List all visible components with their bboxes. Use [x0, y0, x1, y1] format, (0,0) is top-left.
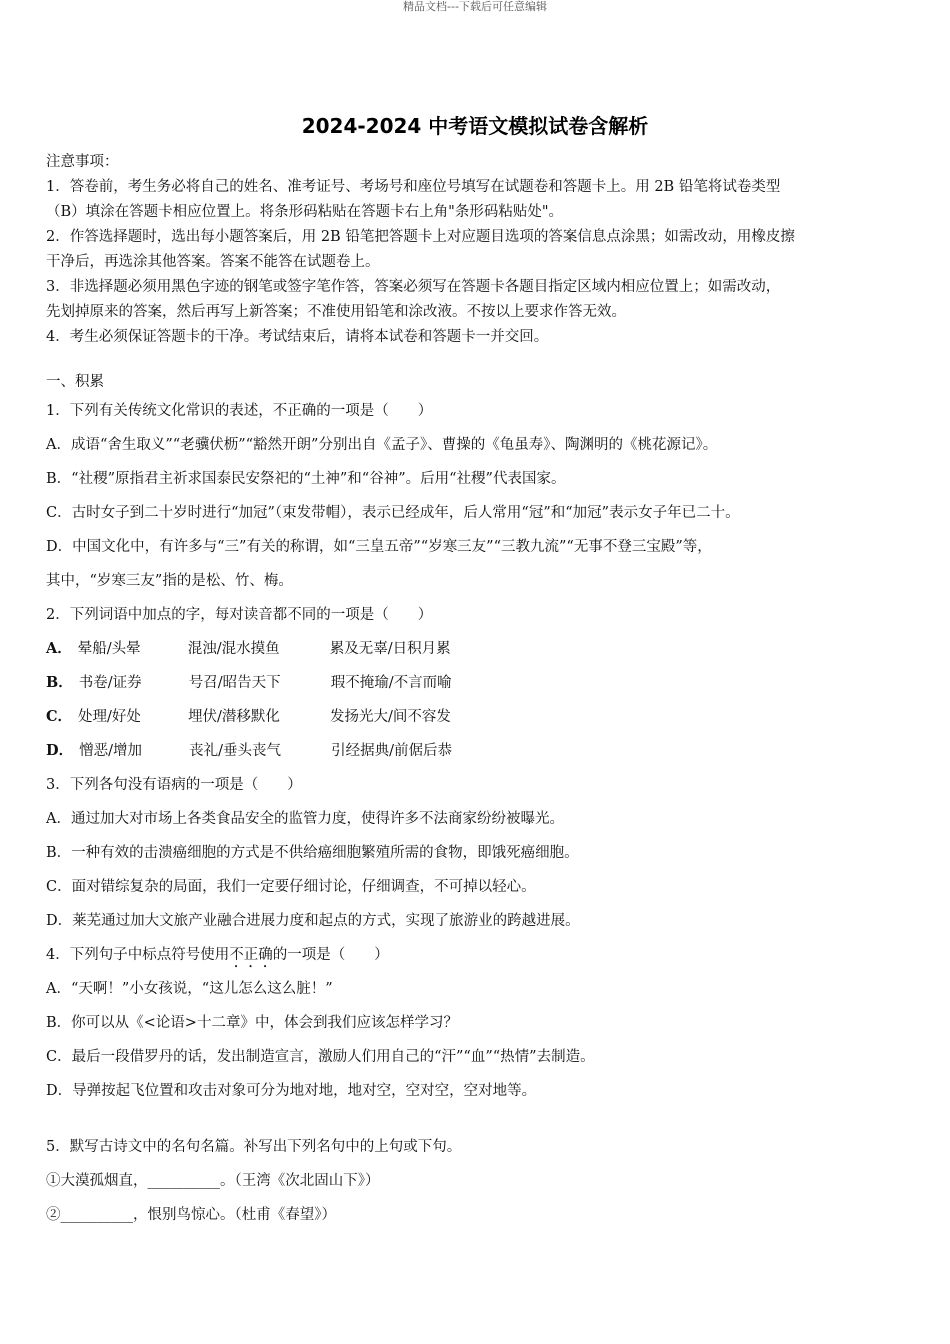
word-pair: 处理/好处 — [78, 709, 141, 725]
option-label: A． — [46, 640, 72, 657]
question-1 — [46, 396, 910, 600]
spacer — [46, 350, 910, 368]
option-a: A．成语“舍生取义”“老骥伏枥”“豁然开朗”分别出自《孟子》、曹操的《龟虽寿》、陶渊明的《桃花源记》。 — [46, 437, 718, 453]
option-a — [46, 634, 910, 668]
word-pair: 憎恶/增加 — [79, 743, 142, 759]
option-d: D．导弹按起飞位置和攻击对象可分为地对地，地对空，空对空，空对地等。 — [46, 1083, 537, 1099]
question-3 — [46, 770, 910, 940]
document-body — [46, 150, 910, 1234]
question-stem: 3．下列各句没有语病的一项是（ ） — [46, 777, 302, 793]
notice-line: （B）填涂在答题卡相应位置上。将条形码粘贴在答题卡右上角"条形码粘贴处"。 — [46, 204, 563, 220]
word-pair: 发扬光大/间不容发 — [330, 709, 451, 725]
word-pair: 书卷/证券 — [78, 675, 142, 691]
option-c: C．古时女子到二十岁时进行“加冠”（束发带帽），表示已经成年，后人常用“冠”和“加冠”表示女子年已二十。 — [46, 505, 740, 521]
question-5 — [46, 1132, 910, 1234]
notice-line: 先划掉原来的答案，然后再写上新答案；不准使用铅笔和涂改液。不按以上要求作答无效。 — [46, 304, 626, 320]
question-stem: 5．默写古诗文中的名句名篇。补写出下列名句中的上句或下句。 — [46, 1139, 462, 1155]
word-pair: 累及无辜/日积月累 — [329, 641, 451, 657]
emphasized-text: 不正确 — [229, 947, 273, 963]
question-stem — [46, 940, 910, 974]
question-4 — [46, 940, 910, 1110]
word-pair: 混浊/混水摸鱼 — [187, 641, 280, 657]
option-a: A．“天啊！”小女孩说，“这儿怎么这么脏！” — [46, 981, 333, 997]
notice-list — [46, 175, 910, 350]
option-c: C．最后一段借罗丹的话，发出制造宣言，激励人们用自己的“汗”“血”“热情”去制造。 — [46, 1049, 595, 1065]
word-pair: 丧礼/垂头丧气 — [189, 743, 281, 759]
option-b: B．你可以从《<论语>十二章》中，体会到我们应该怎样学习？ — [46, 1015, 458, 1031]
option-d-continued: 其中，“岁寒三友”指的是松、竹、梅。 — [46, 573, 293, 589]
page-header: 精品文档---下载后可任意编辑 — [403, 0, 547, 13]
question-2 — [46, 600, 910, 770]
option-b: B．“社稷”原指君主祈求国泰民安祭祀的“土神”和“谷神”。后用“社稷”代表国家。 — [46, 471, 566, 487]
word-pair: 瑕不掩瑜/不言而喻 — [330, 675, 452, 691]
option-label: C． — [46, 708, 73, 725]
option-b — [46, 668, 910, 702]
word-pair: 埋伏/潜移默化 — [188, 709, 280, 725]
option-c — [46, 702, 910, 736]
word-pair: 号召/昭告天下 — [188, 675, 281, 691]
notice-line: 3．非选择题必须用黑色字迹的钢笔或签字笔作答，答案必须写在答题卡各题目指定区域内相应位置上；如需改动， — [46, 279, 781, 295]
notice-line: 4．考生必须保证答题卡的干净。考试结束后，请将本试卷和答题卡一并交回。 — [46, 329, 549, 345]
section-heading: 一、积累 — [46, 374, 104, 390]
stem-text: 4．下列句子中标点符号使用 — [46, 947, 230, 963]
fill-blank-line: ②__________，恨别鸟惊心。（杜甫《春望》） — [46, 1207, 336, 1223]
option-label: D． — [46, 742, 74, 759]
question-stem: 2．下列词语中加点的字，每对读音都不同的一项是（ ） — [46, 607, 433, 623]
option-b: B．一种有效的击溃癌细胞的方式是不供给癌细胞繁殖所需的食物，即饿死癌细胞。 — [46, 845, 579, 861]
option-c: C．面对错综复杂的局面，我们一定要仔细讨论，仔细调查，不可掉以轻心。 — [46, 879, 536, 895]
word-pair: 晕船/头晕 — [77, 641, 141, 657]
fill-blank-line: ①大漠孤烟直，__________。（王湾《次北固山下》） — [46, 1173, 380, 1189]
notice-line: 1．答卷前，考生务必将自己的姓名、准考证号、考场号和座位号填写在试题卷和答题卡上。用 2B 铅笔将试卷类型 — [46, 179, 781, 195]
option-d — [46, 736, 910, 770]
question-stem: 1．下列有关传统文化常识的表述，不正确的一项是（ ） — [46, 403, 433, 419]
option-d: D．中国文化中，有许多与“三”有关的称谓，如“三皇五帝”“岁寒三友”“三教九流”“无事不登三宝殿”等， — [46, 539, 712, 555]
page-title: 2024-2024 中考语文模拟试卷含解析 — [301, 114, 649, 138]
option-label: B． — [46, 674, 73, 691]
option-d: D．莱芜通过加大文旅产业融合进展力度和起点的方式，实现了旅游业的跨越进展。 — [46, 913, 580, 929]
notice-line: 干净后，再选涂其他答案。答案不能答在试题卷上。 — [46, 254, 380, 270]
notice-line: 2．作答选择题时，选出每小题答案后，用 2B 铅笔把答题卡上对应题目选项的答案信息点涂黑；如需改动，用橡皮擦 — [46, 229, 795, 245]
word-pair: 引经据典/前倨后恭 — [331, 743, 452, 759]
option-a: A．通过加大对市场上各类食品安全的监管力度，使得许多不法商家纷纷被曝光。 — [46, 811, 564, 827]
spacer — [46, 1110, 910, 1132]
notice-heading: 注意事项： — [46, 154, 119, 170]
stem-text: 的一项是（ ） — [272, 947, 389, 963]
